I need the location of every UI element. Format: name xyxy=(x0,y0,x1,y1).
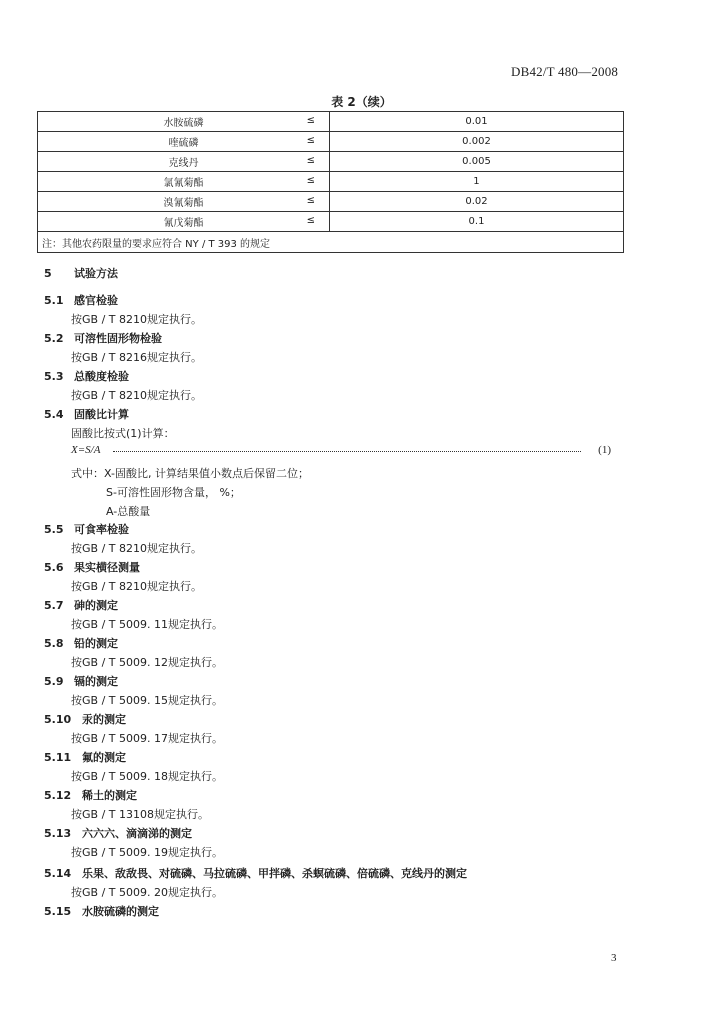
subsection-title: 乐果、敌敌畏、对硫磷、马拉硫磷、甲拌磷、杀螟硫磷、倍硫磷、克线丹的测定 xyxy=(82,867,467,880)
subsection-heading xyxy=(44,825,192,841)
page-number: 3 xyxy=(611,952,617,964)
subsection-body: 按GB / T 13108规定执行。 xyxy=(71,808,209,821)
subsection-number: 5.13 xyxy=(44,827,72,840)
subsection-number: 5.14 xyxy=(44,867,72,880)
subsection-title: 总酸度检验 xyxy=(74,370,129,383)
subsection-heading xyxy=(44,292,118,308)
limit-value: 0.002 xyxy=(462,136,491,147)
subsection-title: 铅的测定 xyxy=(74,637,118,650)
subsection-title: 砷的测定 xyxy=(74,599,118,612)
limit-value: 0.1 xyxy=(468,216,485,227)
limit-cell xyxy=(329,212,623,232)
subsection-body: 按GB / T 5009. 17规定执行。 xyxy=(71,732,223,745)
subsection-heading xyxy=(44,903,159,919)
formula-where-label: 式中： xyxy=(71,467,104,480)
table-title: 表 2（续） xyxy=(331,95,392,109)
limit-operator: ≤ xyxy=(306,195,315,206)
table-row xyxy=(38,152,624,172)
pesticide-name xyxy=(38,212,330,232)
subsection-body: 按GB / T 8210规定执行。 xyxy=(71,542,202,555)
subsection-heading xyxy=(44,597,118,613)
limit-operator: ≤ xyxy=(306,135,315,146)
pesticide-name xyxy=(38,132,330,152)
subsection-number: 5.3 xyxy=(44,370,64,383)
subsection-title: 可食率检验 xyxy=(74,523,129,536)
subsection-heading xyxy=(44,368,129,384)
table-row xyxy=(38,172,624,192)
subsection-body: 按GB / T 5009. 11规定执行。 xyxy=(71,618,223,631)
limit-value: 0.005 xyxy=(462,156,491,167)
table-row xyxy=(38,112,624,132)
subsection-heading xyxy=(44,865,467,881)
subsection-heading xyxy=(44,521,129,537)
subsection-number: 5.4 xyxy=(44,408,64,421)
table-note-row xyxy=(38,232,624,253)
document-code: DB42/T 480—2008 xyxy=(511,64,619,79)
pesticide-name-text: 溴氰菊酯 xyxy=(163,198,204,209)
limit-operator: ≤ xyxy=(306,215,315,226)
pesticide-name xyxy=(38,152,330,172)
subsection-body: 按GB / T 5009. 20规定执行。 xyxy=(71,886,223,899)
pesticide-name-text: 氯氰菊酯 xyxy=(163,178,204,189)
subsection-number: 5.15 xyxy=(44,905,72,918)
formula-line xyxy=(71,444,611,456)
subsection-heading xyxy=(44,635,118,651)
table-note: 注：其他农药限量的要求应符合 NY / T 393 的规定 xyxy=(38,232,624,253)
pesticide-name-text: 水胺硫磷 xyxy=(163,118,204,129)
subsection-title: 镉的测定 xyxy=(74,675,118,688)
subsection-number: 5.5 xyxy=(44,523,64,536)
limit-value: 0.01 xyxy=(465,116,488,127)
subsection-heading xyxy=(44,330,162,346)
section-title: 试验方法 xyxy=(74,267,118,280)
subsection-title: 氟的测定 xyxy=(82,751,126,764)
subsection-heading xyxy=(44,406,129,422)
subsection-title: 水胺硫磷的测定 xyxy=(82,905,159,918)
limit-value: 0.02 xyxy=(465,196,488,207)
subsection-title: 可溶性固形物检验 xyxy=(74,332,162,345)
limit-value: 1 xyxy=(473,176,480,187)
subsection-body: 按GB / T 5009. 19规定执行。 xyxy=(71,846,223,859)
table-row xyxy=(38,132,624,152)
subsection-title: 固酸比计算 xyxy=(74,408,129,421)
subsection-body: 按GB / T 5009. 12规定执行。 xyxy=(71,656,223,669)
subsection-body: 固酸比按式(1)计算： xyxy=(71,427,175,440)
limit-cell xyxy=(329,172,623,192)
subsection-title: 汞的测定 xyxy=(82,713,126,726)
limit-cell xyxy=(329,132,623,152)
pesticide-limit-table xyxy=(37,111,624,253)
pesticide-name xyxy=(38,192,330,212)
limit-operator: ≤ xyxy=(306,155,315,166)
subsection-title: 六六六、滴滴涕的测定 xyxy=(82,827,192,840)
subsection-heading xyxy=(44,749,126,765)
subsection-body: 按GB / T 5009. 15规定执行。 xyxy=(71,694,223,707)
subsection-number: 5.9 xyxy=(44,675,64,688)
limit-operator: ≤ xyxy=(306,175,315,186)
subsection-heading xyxy=(44,711,126,727)
subsection-title: 果实横径测量 xyxy=(74,561,140,574)
subsection-body: 按GB / T 5009. 18规定执行。 xyxy=(71,770,223,783)
subsection-number: 5.11 xyxy=(44,751,72,764)
subsection-body: 按GB / T 8210规定执行。 xyxy=(71,580,202,593)
subsection-number: 5.12 xyxy=(44,789,72,802)
formula-def-s: S-可溶性固形物含量， %； xyxy=(106,486,241,499)
subsection-number: 5.6 xyxy=(44,561,64,574)
table-row xyxy=(38,212,624,232)
formula-number: (1) xyxy=(598,444,611,456)
pesticide-name-text: 氰戊菊酯 xyxy=(163,218,204,229)
subsection-number: 5.1 xyxy=(44,294,64,307)
subsection-heading xyxy=(44,673,118,689)
subsection-title: 感官检验 xyxy=(74,294,118,307)
formula-expression: X=S/A xyxy=(71,444,101,456)
pesticide-name-text: 喹硫磷 xyxy=(168,138,199,149)
pesticide-name xyxy=(38,112,330,132)
subsection-body: 按GB / T 8216规定执行。 xyxy=(71,351,202,364)
limit-operator: ≤ xyxy=(306,115,315,126)
subsection-heading xyxy=(44,559,140,575)
pesticide-name-text: 克线丹 xyxy=(168,158,199,169)
section-number: 5 xyxy=(44,267,52,280)
subsection-body: 按GB / T 8210规定执行。 xyxy=(71,313,202,326)
subsection-title: 稀土的测定 xyxy=(82,789,137,802)
subsection-body: 按GB / T 8210规定执行。 xyxy=(71,389,202,402)
subsection-number: 5.2 xyxy=(44,332,64,345)
subsection-number: 5.10 xyxy=(44,713,72,726)
formula-def-x: X-固酸比, 计算结果值小数点后保留二位； xyxy=(104,467,309,480)
formula-def-a: A-总酸量 xyxy=(106,505,151,518)
limit-cell xyxy=(329,112,623,132)
section-5-heading xyxy=(44,265,118,281)
subsection-number: 5.8 xyxy=(44,637,64,650)
subsection-heading xyxy=(44,787,137,803)
limit-cell xyxy=(329,192,623,212)
pesticide-name xyxy=(38,172,330,192)
limit-cell xyxy=(329,152,623,172)
formula-where xyxy=(71,465,309,481)
table-row xyxy=(38,192,624,212)
formula-leader-dots xyxy=(113,451,581,452)
subsection-number: 5.7 xyxy=(44,599,64,612)
